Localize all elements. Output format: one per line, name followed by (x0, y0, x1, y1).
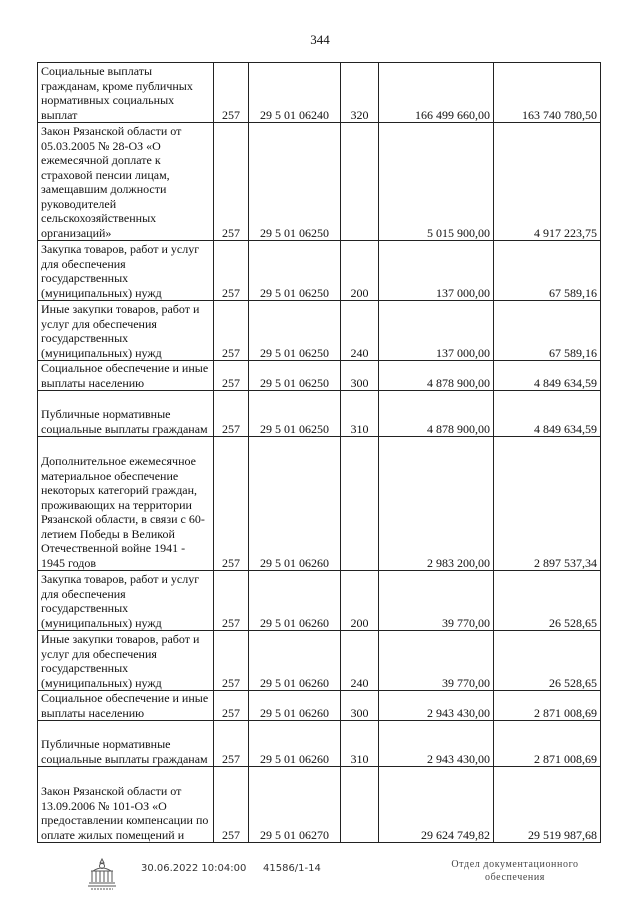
budget-table (37, 62, 601, 843)
row-ved: 257 (214, 241, 249, 301)
row-plan: 137 000,00 (379, 241, 494, 301)
row-fact: 2 871 008,69 (494, 721, 601, 767)
table-row (38, 691, 601, 721)
table-row (38, 391, 601, 437)
row-vr (341, 123, 379, 241)
row-fact: 163 740 780,50 (494, 63, 601, 123)
row-fact: 26 528,65 (494, 571, 601, 631)
row-plan: 2 943 430,00 (379, 691, 494, 721)
row-csr: 29 5 01 06240 (249, 63, 341, 123)
footer-datetime: 30.06.2022 10:04:00 (141, 863, 247, 874)
row-ved: 257 (214, 571, 249, 631)
row-fact: 2 871 008,69 (494, 691, 601, 721)
row-plan: 29 624 749,82 (379, 767, 494, 843)
row-csr: 29 5 01 06250 (249, 301, 341, 361)
page-number: 344 (310, 32, 330, 47)
row-vr: 240 (341, 631, 379, 691)
row-fact: 4 849 634,59 (494, 391, 601, 437)
row-name: Иные закупки товаров, работ и услуг для обеспечения государственных (муниципальных) нужд (38, 301, 214, 361)
row-vr: 310 (341, 391, 379, 437)
row-name: Публичные нормативные социальные выплаты гражданам (38, 391, 214, 437)
row-csr: 29 5 01 06260 (249, 631, 341, 691)
footer-doc-code: 41586/1-14 (263, 863, 321, 874)
row-name: Дополнительное ежемесячное материальное обеспечение некоторых категорий граждан, проживающих на территории Рязанской области, в связи с 60-летием Победы в Великой Отечественной войне 1941 - 1945 годов (38, 437, 214, 571)
row-vr: 300 (341, 361, 379, 391)
row-fact: 26 528,65 (494, 631, 601, 691)
row-ved: 257 (214, 767, 249, 843)
row-ved: 257 (214, 123, 249, 241)
row-csr: 29 5 01 06250 (249, 391, 341, 437)
row-fact: 29 519 987,68 (494, 767, 601, 843)
table-row (38, 241, 601, 301)
row-fact: 4 849 634,59 (494, 361, 601, 391)
row-name: Социальное обеспечение и иные выплаты населению (38, 691, 214, 721)
row-ved: 257 (214, 691, 249, 721)
row-csr: 29 5 01 06260 (249, 691, 341, 721)
department-line: обеспечения (485, 872, 545, 883)
row-ved: 257 (214, 361, 249, 391)
row-vr: 200 (341, 571, 379, 631)
row-csr: 29 5 01 06270 (249, 767, 341, 843)
row-vr (341, 767, 379, 843)
table-row (38, 631, 601, 691)
row-csr: 29 5 01 06250 (249, 123, 341, 241)
table-row (38, 63, 601, 123)
row-csr: 29 5 01 06260 (249, 571, 341, 631)
row-vr: 300 (341, 691, 379, 721)
row-name: Закупка товаров, работ и услуг для обеспечения государственных (муниципальных) нужд (38, 241, 214, 301)
row-vr (341, 437, 379, 571)
row-csr: 29 5 01 06250 (249, 241, 341, 301)
row-name: Закон Рязанской области от 13.09.2006 № 101-ОЗ «О предоставлении компенсации по оплате жилых помещений и (38, 767, 214, 843)
table-row (38, 721, 601, 767)
row-fact: 4 917 223,75 (494, 123, 601, 241)
table-row (38, 361, 601, 391)
row-ved: 257 (214, 631, 249, 691)
row-fact: 67 589,16 (494, 301, 601, 361)
row-name: Иные закупки товаров, работ и услуг для обеспечения государственных (муниципальных) нужд (38, 631, 214, 691)
row-plan: 39 770,00 (379, 571, 494, 631)
row-ved: 257 (214, 63, 249, 123)
row-ved: 257 (214, 391, 249, 437)
row-name: Закон Рязанской области от 05.03.2005 № 28-ОЗ «О ежемесячной доплате к страховой пенсии лицам, замещавшим должности руководителей сельскохозяйственных организаций» (38, 123, 214, 241)
row-vr: 310 (341, 721, 379, 767)
row-name: Социальные выплаты гражданам, кроме публичных нормативных социальных выплат (38, 63, 214, 123)
row-vr: 200 (341, 241, 379, 301)
row-vr: 320 (341, 63, 379, 123)
row-csr: 29 5 01 06250 (249, 361, 341, 391)
table-row (38, 767, 601, 843)
row-fact: 2 897 537,34 (494, 437, 601, 571)
row-csr: 29 5 01 06260 (249, 437, 341, 571)
row-ved: 257 (214, 437, 249, 571)
row-csr: 29 5 01 06260 (249, 721, 341, 767)
row-fact: 67 589,16 (494, 241, 601, 301)
footer-department (430, 858, 600, 884)
department-line: Отдел документационного (451, 859, 579, 870)
row-plan: 2 983 200,00 (379, 437, 494, 571)
row-plan: 4 878 900,00 (379, 361, 494, 391)
row-ved: 257 (214, 301, 249, 361)
row-plan: 39 770,00 (379, 631, 494, 691)
row-plan: 2 943 430,00 (379, 721, 494, 767)
page-footer (0, 852, 640, 902)
table-row (38, 301, 601, 361)
row-plan: 5 015 900,00 (379, 123, 494, 241)
row-name: Публичные нормативные социальные выплаты гражданам (38, 721, 214, 767)
table-row (38, 123, 601, 241)
row-plan: 166 499 660,00 (379, 63, 494, 123)
duma-emblem-icon (84, 856, 120, 892)
row-name: Закупка товаров, работ и услуг для обеспечения государственных (муниципальных) нужд (38, 571, 214, 631)
row-plan: 137 000,00 (379, 301, 494, 361)
table-row (38, 571, 601, 631)
row-vr: 240 (341, 301, 379, 361)
row-name: Социальное обеспечение и иные выплаты населению (38, 361, 214, 391)
row-ved: 257 (214, 721, 249, 767)
row-plan: 4 878 900,00 (379, 391, 494, 437)
table-row (38, 437, 601, 571)
